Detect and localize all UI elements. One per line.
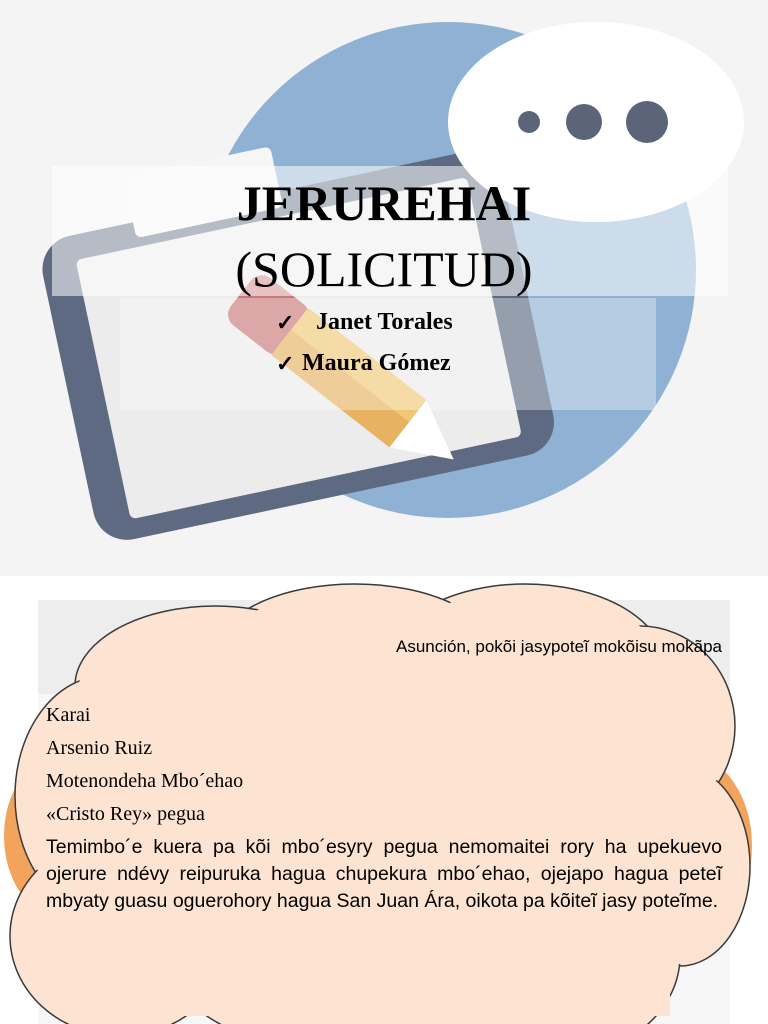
slide-title-sub: (SOLICITUD)	[235, 241, 533, 297]
author-name: Janet Torales	[316, 309, 453, 335]
dot-icon	[518, 111, 540, 133]
recipient-line: Karai	[46, 704, 91, 726]
slide-letter	[0, 576, 768, 1024]
dot-icon	[626, 101, 668, 143]
letter-body: Temimbo´e kuera pa kõi mbo´esyry pegua nemomaitei rory ha upekuevo ojerure ndévy reipuruka hagua chupekura mbo´ehao, ojejapo hagua peteĩ mbyaty guasu oguerohory hagua San Juan Ára, oikota pa kõiteĩ jasy poteĩme.	[46, 836, 722, 912]
recipient-line: Arsenio Ruiz	[46, 737, 153, 759]
checkmark-icon: ✓	[276, 309, 295, 335]
author-item	[276, 350, 451, 377]
letter-dateline: Asunción, pokõi jasypoteĩ mokõisu mokãpa	[395, 637, 722, 656]
dot-icon	[566, 104, 602, 140]
checkmark-icon: ✓	[276, 350, 295, 376]
author-name: Maura Gómez	[302, 350, 451, 376]
slide-title-main: JERUREHAI	[236, 175, 532, 231]
recipient-line: «Cristo Rey» pegua	[46, 803, 205, 825]
recipient-line: Motenondeha Mbo´ehao	[46, 770, 244, 792]
author-item	[276, 309, 453, 336]
